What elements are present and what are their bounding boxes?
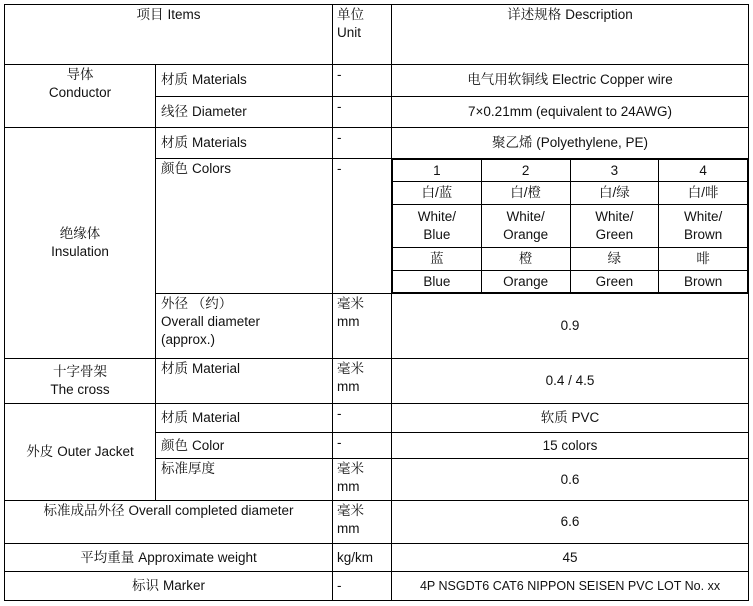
overall-diameter-label: 标准成品外径 Overall completed diameter: [5, 501, 333, 544]
pair-color-en: White/ Orange: [481, 204, 570, 248]
conductor-material-row: [5, 65, 749, 97]
pair-color-en: White/ Blue: [393, 204, 482, 248]
conductor-material-value: 电气用软铜线 Electric Copper wire: [392, 65, 749, 97]
pair-color-zh: 白/啡: [659, 182, 748, 204]
insulation-colors-item: 颜色 Colors: [156, 158, 333, 294]
header-unit: 单位 Unit: [333, 5, 392, 65]
conductor-diameter-unit: -: [333, 96, 392, 128]
color-pair-zh-row: [393, 182, 748, 204]
header-items: 项目 Items: [5, 5, 333, 65]
marker-value: 4P NSGDT6 CAT6 NIPPON SEISEN PVC LOT No. xx: [392, 572, 749, 601]
jacket-thickness-item: 标准厚度: [156, 459, 333, 501]
pair-number: 2: [481, 159, 570, 181]
jacket-material-row: [5, 404, 749, 433]
overall-diameter-value: 6.6: [392, 501, 749, 544]
overall-diameter-unit: 毫米 mm: [333, 501, 392, 544]
marker-unit: -: [333, 572, 392, 601]
marker-row: [5, 572, 749, 601]
weight-value: 45: [392, 543, 749, 572]
insulation-material-unit: -: [333, 128, 392, 159]
insulation-diameter-unit: 毫米 mm: [333, 294, 392, 358]
solid-color-en: Green: [570, 270, 659, 292]
color-code-table: [392, 159, 748, 294]
jacket-color-value: 15 colors: [392, 432, 749, 458]
pair-color-zh: 白/蓝: [393, 182, 482, 204]
cross-row: [5, 358, 749, 404]
pair-color-zh: 白/橙: [481, 182, 570, 204]
insulation-material-item: 材质 Materials: [156, 128, 333, 159]
header-description: 详述规格 Description: [392, 5, 749, 65]
header-row: [5, 5, 749, 65]
insulation-colors-unit: -: [333, 158, 392, 294]
color-solid-en-row: [393, 270, 748, 292]
jacket-material-item: 材质 Material: [156, 404, 333, 433]
pair-number: 4: [659, 159, 748, 181]
solid-color-zh: 啡: [659, 248, 748, 270]
insulation-material-row: [5, 128, 749, 159]
jacket-thickness-value: 0.6: [392, 459, 749, 501]
insulation-diameter-item: 外径 （约） Overall diameter (approx.): [156, 294, 333, 358]
conductor-diameter-value: 7×0.21mm (equivalent to 24AWG): [392, 96, 749, 128]
cross-label: 十字骨架 The cross: [5, 358, 156, 404]
solid-color-zh: 橙: [481, 248, 570, 270]
insulation-diameter-value: 0.9: [392, 294, 749, 358]
solid-color-en: Orange: [481, 270, 570, 292]
jacket-color-unit: -: [333, 432, 392, 458]
solid-color-zh: 绿: [570, 248, 659, 270]
insulation-material-value: 聚乙烯 (Polyethylene, PE): [392, 128, 749, 159]
color-code-cell: [392, 158, 749, 294]
jacket-material-unit: -: [333, 404, 392, 433]
color-solid-zh-row: [393, 248, 748, 270]
jacket-material-value: 软质 PVC: [392, 404, 749, 433]
cross-material-item: 材质 Material: [156, 358, 333, 404]
color-pair-en-row: [393, 204, 748, 248]
pair-number: 1: [393, 159, 482, 181]
conductor-label: 导体 Conductor: [5, 65, 156, 128]
conductor-material-unit: -: [333, 65, 392, 97]
solid-color-zh: 蓝: [393, 248, 482, 270]
solid-color-en: Blue: [393, 270, 482, 292]
jacket-label: 外皮 Outer Jacket: [5, 404, 156, 501]
conductor-material-item: 材质 Materials: [156, 65, 333, 97]
pair-color-en: White/ Brown: [659, 204, 748, 248]
pair-color-en: White/ Green: [570, 204, 659, 248]
solid-color-en: Brown: [659, 270, 748, 292]
pair-color-zh: 白/绿: [570, 182, 659, 204]
jacket-color-item: 颜色 Color: [156, 432, 333, 458]
cross-material-value: 0.4 / 4.5: [392, 358, 749, 404]
weight-unit: kg/km: [333, 543, 392, 572]
spec-table: [4, 4, 749, 601]
cross-material-unit: 毫米 mm: [333, 358, 392, 404]
marker-label: 标识 Marker: [5, 572, 333, 601]
overall-diameter-row: [5, 501, 749, 544]
pair-number: 3: [570, 159, 659, 181]
color-number-row: [393, 159, 748, 181]
weight-row: [5, 543, 749, 572]
conductor-diameter-item: 线径 Diameter: [156, 96, 333, 128]
insulation-label: 绝缘体 Insulation: [5, 128, 156, 358]
jacket-thickness-unit: 毫米 mm: [333, 459, 392, 501]
weight-label: 平均重量 Approximate weight: [5, 543, 333, 572]
